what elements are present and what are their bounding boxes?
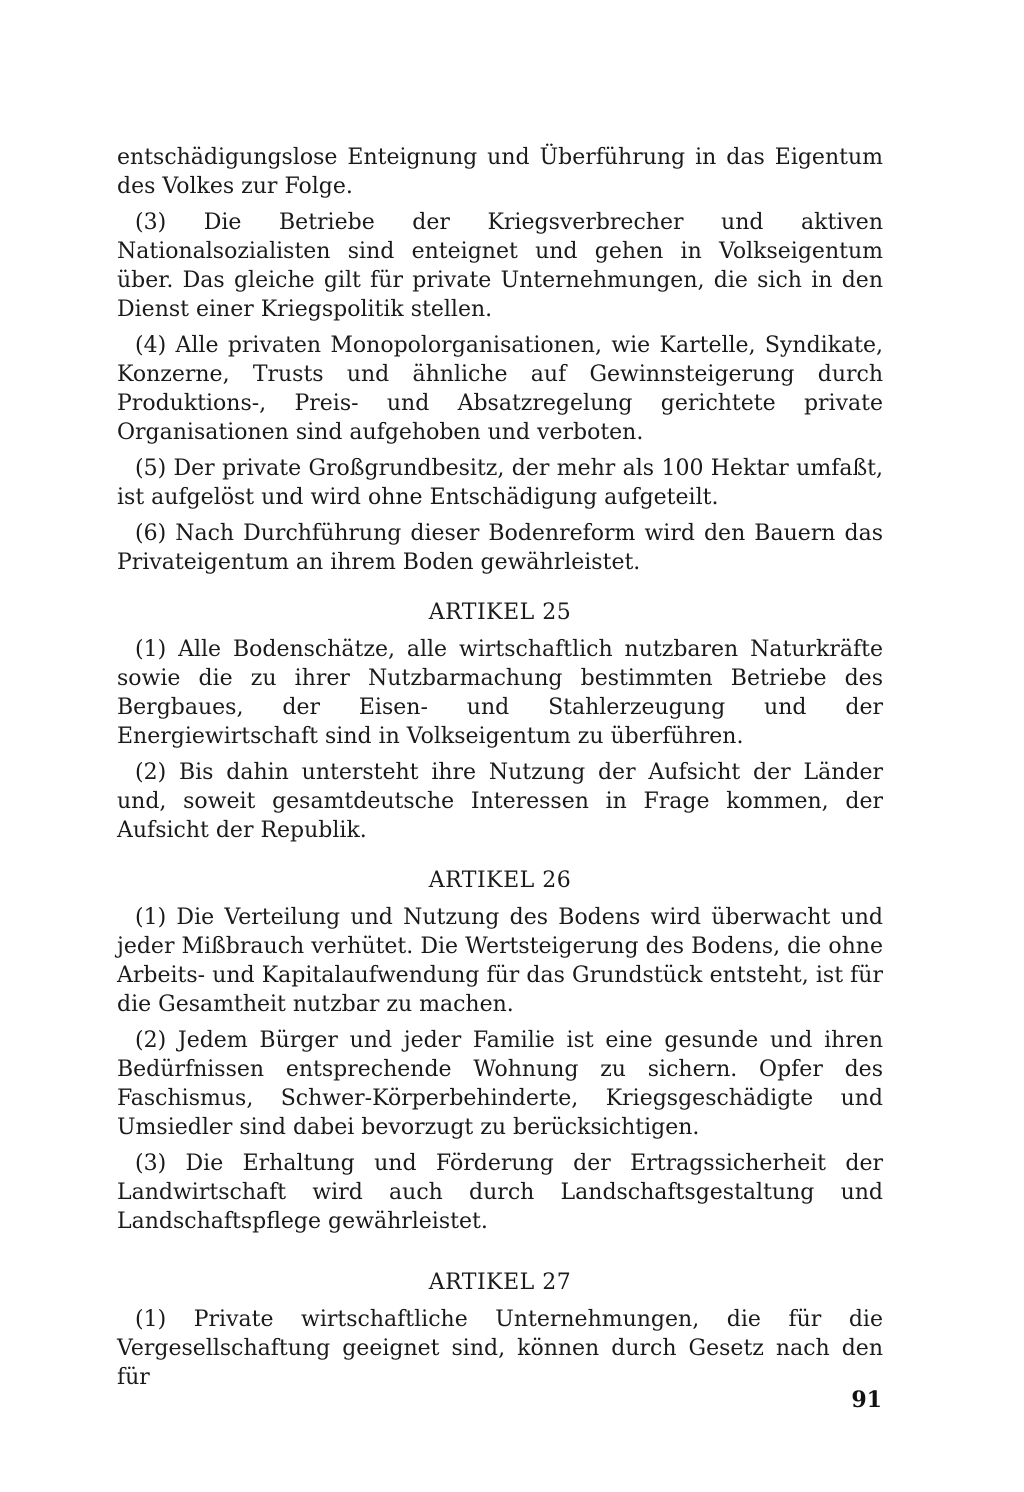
paragraph-27-1: (1) Private wirtschaftliche Unternehmungen, die für die Vergesellschaftung geeignet sind, können durch Gesetz nach den für [117, 1307, 883, 1390]
page-number: 91 [851, 1387, 882, 1413]
paragraph-26-1: (1) Die Verteilung und Nutzung des Bodens wird überwacht und jeder Mißbrauch verhütet. Die Wertsteigerung des Bodens, die ohne Arbeits- und Kapitalaufwendung für das Grundstück entsteht, ist für die Gesamtheit nutzbar zu machen. [117, 905, 883, 1017]
article-25-heading: ARTIKEL 25 [428, 600, 572, 625]
paragraph-24-3: (3) Die Betriebe der Kriegsverbrecher und aktiven Nationalsozialisten sind enteignet und gehen in Volkseigentum über. Das gleiche gilt für private Unternehmungen, die sich in den Dienst einer Kriegspolitik stellen. [117, 210, 883, 322]
document-page [117, 143, 883, 1399]
paragraph-25-2: (2) Bis dahin untersteht ihre Nutzung der Aufsicht der Länder und, soweit gesamtdeutsche Interessen in Frage kommen, der Aufsicht der Republik. [117, 760, 883, 843]
paragraph-25-1: (1) Alle Bodenschätze, alle wirtschaftlich nutzbaren Naturkräfte sowie die zu ihrer Nutzbarmachung bestimmten Betriebe des Bergbaues, der Eisen- und Stahlerzeugung und der Energiewirtschaft sind in Volkseigentum zu überführen. [117, 637, 883, 749]
paragraph-continuation: entschädigungslose Enteignung und Überführung in das Eigentum des Volkes zur Folge. [117, 145, 883, 199]
paragraph-26-3: (3) Die Erhaltung und Förderung der Ertragssicherheit der Landwirtschaft wird auch durch Landschaftsgestaltung und Landschaftspflege gewährleistet. [117, 1151, 883, 1234]
article-27-heading: ARTIKEL 27 [428, 1270, 572, 1295]
article-26-heading: ARTIKEL 26 [428, 868, 572, 893]
paragraph-24-6: (6) Nach Durchführung dieser Bodenreform wird den Bauern das Privateigentum an ihrem Boden gewährleistet. [117, 521, 883, 575]
paragraph-24-4: (4) Alle privaten Monopolorganisationen, wie Kartelle, Syndikate, Konzerne, Trusts und ähnliche auf Gewinnsteigerung durch Produktions-, Preis- und Absatzregelung gerichtete private Organisationen sind aufgehoben und verboten. [117, 333, 883, 445]
paragraph-24-5: (5) Der private Großgrundbesitz, der mehr als 100 Hektar umfaßt, ist aufgelöst und wird ohne Entschädigung aufgeteilt. [117, 456, 883, 510]
paragraph-26-2: (2) Jedem Bürger und jeder Familie ist eine gesunde und ihren Bedürfnissen entsprechende Wohnung zu sichern. Opfer des Faschismus, Schwer-Körperbehinderte, Kriegsgeschädigte und Umsiedler sind dabei bevorzugt zu berücksichtigen. [117, 1028, 883, 1140]
